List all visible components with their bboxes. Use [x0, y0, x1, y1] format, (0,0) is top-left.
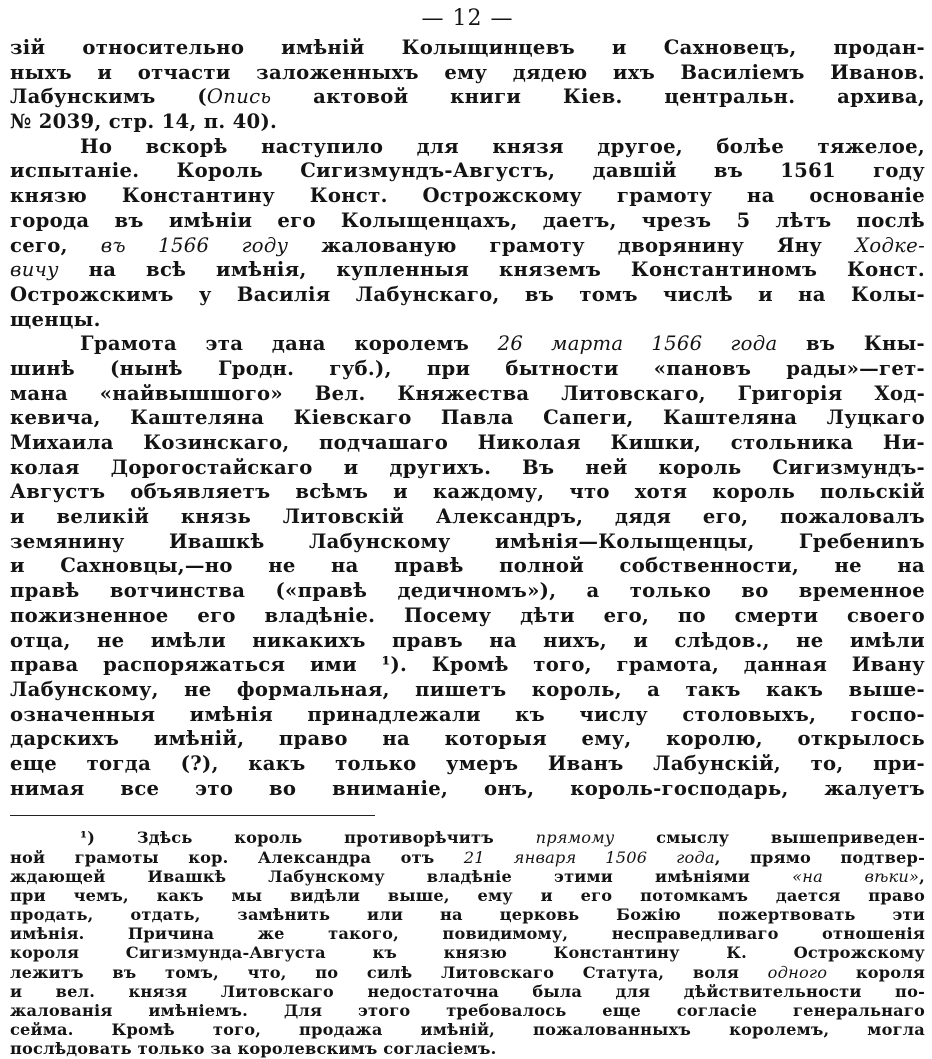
text-line [10, 258, 925, 283]
footnote-line [10, 963, 925, 982]
text-line: правѣ вотчинства («правѣ дедичномъ»), а только во временное [10, 579, 925, 603]
italic-text: въ 1566 году [100, 233, 289, 257]
footnote-line: при чемъ, какъ мы видѣли выше, ему и его потомкамъ дается право [10, 885, 925, 905]
footnote-line: послѣдовать только за королевскимъ согласіемъ. [10, 1039, 497, 1059]
text-line: отца, не имѣли никакихъ правъ на нихъ, и слѣдов., не имѣли [10, 628, 925, 652]
footnote-line: и вел. князя Литовскаго недостаточна была для дѣйствительности по- [10, 981, 925, 1001]
footnote-line: имѣнія. Причина же такого, повидимому, несправедливаго отношенія [10, 924, 925, 944]
text-line: города въ имѣніи его Колыщенцахъ, даетъ, чрезъ 5 лѣтъ послѣ [10, 208, 925, 232]
text-span: ной грамоты кор. Александра отъ [10, 847, 464, 867]
text-line: и великій князь Литовскій Александръ, дядя его, пожаловалъ [10, 505, 925, 529]
text-span: жалованую грамоту дворянину Яну [288, 233, 856, 257]
text-line [10, 85, 925, 110]
footnote-line [10, 867, 925, 886]
text-span: ждающей Ивашкѣ Лабунскому владѣніе этими имѣніями [10, 866, 793, 886]
italic-text: одного [767, 962, 828, 982]
text-line: права распоряжаться ими ¹). Кромѣ того, грамота, данная Ивану [10, 653, 925, 677]
footnote-line: жалованія имѣніемъ. Для этого требовалось еще согласіе генеральнаго [10, 1001, 925, 1020]
text-line: испытаніе. Король Сигизмундъ-Августъ, давшій въ 1561 году [10, 159, 925, 183]
text-line: кевича, Каштеляна Кіевскаго Павла Сапеги, Каштеляна Луцкаго [10, 406, 925, 430]
text-span: лежитъ въ томъ, что, по силѣ Литовскаго Статута, воля [10, 962, 768, 982]
text-line: означенныя имѣнія принадлежали къ числу столовыхъ, госпо- [10, 702, 925, 726]
text-line [10, 234, 925, 259]
text-line: и Сахновцы,—но не на правѣ полной собственности, не на [10, 554, 925, 578]
text-line: Михаила Козинскаго, подчашаго Николая Кишки, стольника Ни- [10, 431, 925, 454]
text-line: еще тогда (?), какъ только умеръ Иванъ Лабунскій, то, при- [10, 751, 925, 775]
italic-text: 26 марта 1566 года [497, 332, 778, 356]
text-line: № 2039, стр. 14, п. 40). [10, 110, 278, 134]
text-line [10, 332, 925, 357]
text-line: ныхъ и отчасти заложенныхъ ему дядею ихъ Василіемъ Иванов. [10, 60, 925, 84]
text-span: актовой книги Кіев. центральн. архива, [271, 85, 925, 109]
text-line: пожизненное его владѣніе. Посему дѣти его, по смерти своего [10, 603, 925, 627]
italic-text: вичу [10, 258, 59, 282]
footnote-line: продать, отдать, замѣнить или на церковь Божію пожертвовать эти [10, 905, 925, 925]
footnote-line: короля Сигизмунда-Августа къ князю Константину К. Острожскому [10, 943, 925, 963]
italic-text: 21 января 1506 года [463, 847, 715, 867]
text-line: князю Константину Конст. Острожскому грамоту на основаніе [10, 184, 925, 208]
main-text [10, 36, 925, 801]
italic-text: «на вѣки» [792, 866, 920, 886]
text-line: шинѣ (нынѣ Гродн. губ.), при бытности «пановъ рады»—гет- [10, 356, 925, 380]
footnote [10, 828, 925, 1058]
italic-text: прямому [535, 828, 615, 848]
italic-text: Опись [206, 85, 272, 109]
text-line: Лабунскому, не формальная, пишетъ король, а такъ какъ выше- [10, 677, 925, 701]
footnote-line: сейма. Кромѣ того, продажа имѣній, пожалованныхъ королемъ, могла [10, 1020, 925, 1040]
text-line: Августъ объявляетъ всѣмъ и каждому, что хотя король польскій [10, 480, 925, 504]
text-span: въ Кны- [777, 332, 925, 356]
text-span: короля [827, 962, 925, 982]
text-line: щенцы. [10, 307, 101, 331]
text-span: на всѣ имѣнія, купленныя княземъ Константиномъ Конст. [58, 258, 925, 282]
text-span: сего, [10, 233, 101, 257]
footnote-line [10, 848, 925, 867]
text-line: дарскихъ имѣній, право на которыя ему, королю, открылось [10, 727, 925, 751]
footnote-divider [10, 815, 375, 816]
page-number: — 12 — [421, 6, 514, 31]
text-span: , прямо подтвер- [714, 847, 925, 867]
text-span: Лабунскимъ ( [10, 85, 207, 109]
text-line: мана «найвышшого» Вел. Княжества Литовскаго, Григорія Ход- [10, 381, 925, 405]
text-line: Но вскорѣ наступило для князя другое, болѣе тяжелое, [80, 134, 925, 158]
italic-text: Ходке- [855, 233, 925, 257]
text-span: смыслу вышеприведен- [614, 828, 925, 848]
text-span: Грамота эта дана королемъ [80, 332, 498, 356]
text-line: зій относительно имѣній Колыщинцевъ и Сахновецъ, продан- [10, 36, 925, 59]
text-line: нимая все это во вниманіе, онъ, король-господарь, жалуетъ [10, 776, 925, 800]
text-span: , [919, 866, 925, 886]
footnote-line [10, 828, 925, 847]
text-line: Острожскимъ у Василія Лабунскаго, въ томъ числѣ и на Колы- [10, 282, 925, 306]
text-line: земянину Ивашкѣ Лабунскому имѣнія—Колыщенцы, Гребениnъ [10, 529, 925, 553]
text-line: колая Дорогостайскаго и другихъ. Въ ней король Сигизмундъ- [10, 455, 925, 479]
text-span: ¹) Здѣсь король противорѣчитъ [80, 828, 536, 848]
